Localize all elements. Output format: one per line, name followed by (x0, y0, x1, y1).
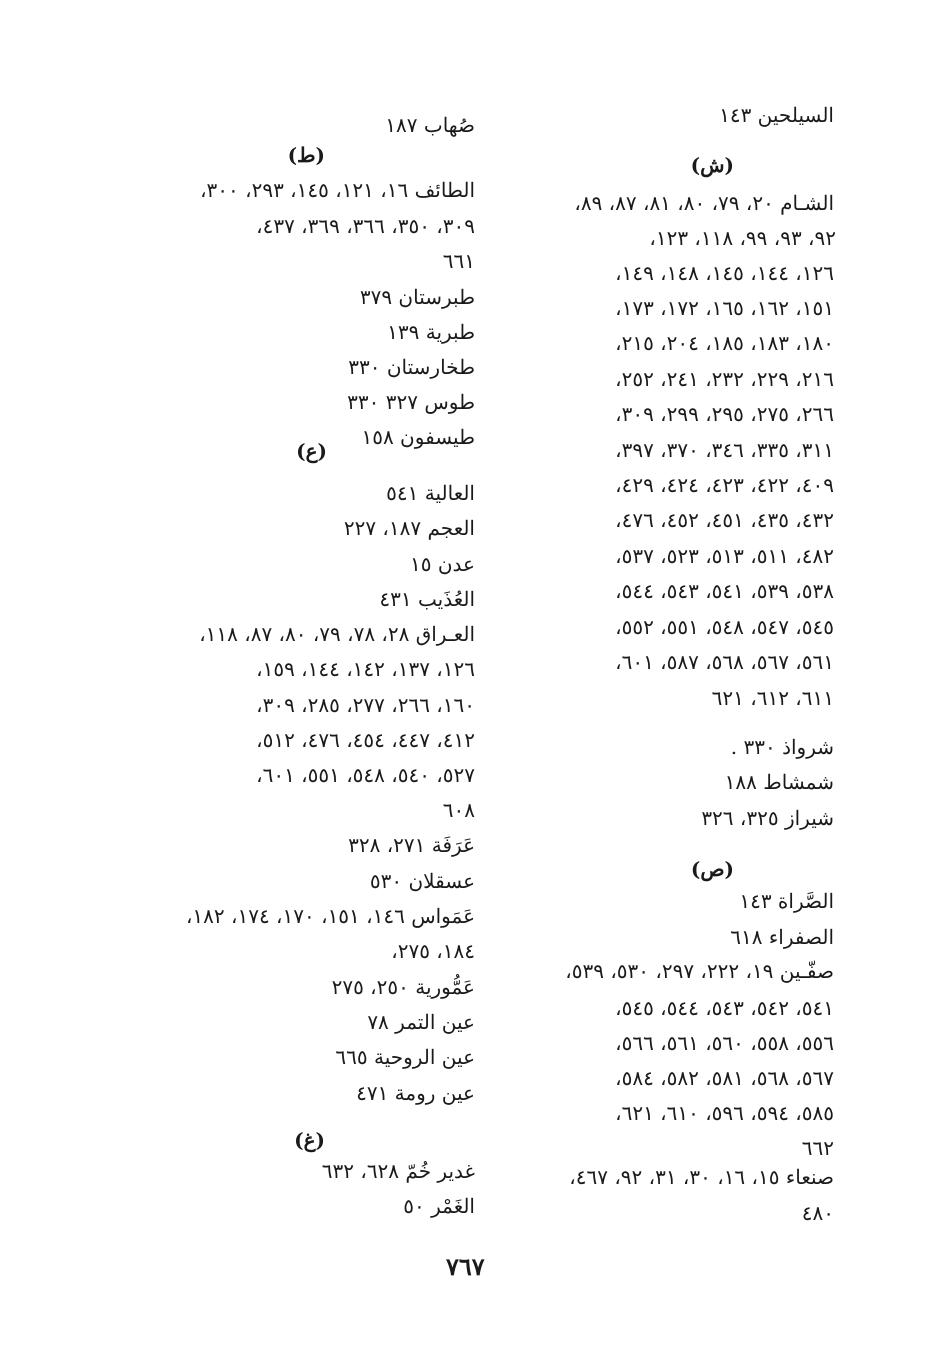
entry-tus: طوس ٣٢٧ ٣٣٠ (347, 390, 475, 414)
entry-asqalan: عسقلان ٥٣٠ (369, 869, 475, 893)
entry-aliya: العالية ٥٤١ (386, 481, 475, 505)
entry-silihin: السيلحين ١٤٣ (719, 103, 834, 127)
entry-ghamr: الغَمْر ٥٠ (403, 1194, 475, 1218)
entry-ayn-ruma: عين رومة ٤٧١ (356, 1081, 475, 1105)
entry-continuation: ١٢٦، ١٣٧، ١٤٢، ١٤٤، ١٥٩، (256, 657, 475, 681)
entry-tabaristan: طبرستان ٣٧٩ (359, 285, 475, 309)
section-heading-shin: (ش) (690, 153, 734, 177)
entry-continuation: ٥٣٨، ٥٣٩، ٥٤١، ٥٤٣، ٥٤٤، (615, 579, 834, 603)
entry-continuation: ٣١١، ٣٣٥، ٣٤٦، ٣٧٠، ٣٩٧، (615, 438, 834, 462)
entry-continuation: ٩٢، ٩٣، ٩٩، ١١٨، ١٢٣، (649, 226, 836, 250)
section-heading-ain: (ع) (296, 439, 327, 463)
entry-continuation: ٦٠٨ (442, 798, 475, 822)
entry-continuation: ٥٥٦، ٥٥٨، ٥٦٠، ٥٦١، ٥٦٦، (615, 1031, 834, 1055)
entry-continuation: ١٨٤، ٢٧٥، (391, 939, 475, 963)
entry-continuation: ٤٨٠ (801, 1201, 834, 1225)
entry-continuation: ٥٤١، ٥٤٢، ٥٤٣، ٥٤٤، ٥٤٥، (615, 996, 834, 1020)
entry-continuation: ٥٢٧، ٥٤٠، ٥٤٨، ٥٥١، ٦٠١، (256, 763, 475, 787)
entry-continuation: ٦١١، ٦١٢، ٦٢١ (711, 686, 834, 710)
entry-continuation: ١٥١، ١٦٢، ١٦٥، ١٧٢، ١٧٣، (615, 296, 834, 320)
entry-continuation: ٦٦١ (442, 249, 475, 273)
entry-continuation: ١٨٠، ١٨٣، ١٨٥، ٢٠٤، ٢١٥، (615, 331, 834, 355)
entry-iraq: العـراق ٢٨، ٧٨، ٧٩، ٨٠، ٨٧، ١١٨، (199, 622, 475, 646)
entry-shirwadh: شرواذ ٣٣٠ . (730, 735, 834, 759)
entry-sarat: الصَّراة ١٤٣ (739, 889, 834, 913)
entry-continuation: ٤٨٢، ٥١١، ٥١٣، ٥٢٣، ٥٣٧، (615, 544, 834, 568)
entry-continuation: ١٦٠، ٢٦٦، ٢٧٧، ٢٨٥، ٣٠٩، (256, 693, 475, 717)
entry-ayn-rawhiyya: عين الروحية ٦٦٥ (335, 1045, 475, 1069)
entry-continuation: ٤١٢، ٤٤٧، ٤٥٤، ٤٧٦، ٥١٢، (256, 728, 475, 752)
entry-continuation: ١٢٦، ١٤٤، ١٤٥، ١٤٨، ١٤٩، (615, 261, 834, 285)
entry-tisfun: طيسفون ١٥٨ (361, 425, 475, 449)
section-heading-ta: (ط) (287, 143, 325, 167)
entry-ghadir-khumm: غدير خُمّ ٦٢٨، ٦٣٢ (321, 1159, 475, 1183)
page-number: ٧٦٧ (446, 1252, 485, 1281)
entry-ayn-tamr: عين التمر ٧٨ (367, 1010, 475, 1034)
entry-safra: الصفراء ٦١٨ (730, 925, 834, 949)
entry-continuation: ٣٠٩، ٣٥٠، ٣٦٦، ٣٦٩، ٤٣٧، (256, 214, 475, 238)
entry-udhayb: العُذَيب ٤٣١ (379, 587, 475, 611)
entry-continuation: ٥٤٥، ٥٤٧، ٥٤٨، ٥٥١، ٥٥٢، (615, 615, 834, 639)
section-heading-sad: (ص) (690, 857, 734, 881)
entry-continuation: ٥٨٥، ٥٩٤، ٥٩٦، ٦١٠، ٦٢١، (615, 1101, 834, 1125)
entry-ajam: العجم ١٨٧، ٢٢٧ (343, 516, 475, 540)
entry-shimshat: شمشاط ١٨٨ (724, 770, 834, 794)
entry-continuation: ٥٦٧، ٥٦٨، ٥٨١، ٥٨٢، ٥٨٤، (615, 1066, 834, 1090)
entry-taif: الطائف ١٦، ١٢١، ١٤٥، ٢٩٣، ٣٠٠، (200, 178, 475, 202)
entry-sham: الشـام ٢٠، ٧٩، ٨٠، ٨١، ٨٧، ٨٩، (574, 191, 834, 215)
entry-continuation: ٢٦٦، ٢٧٥، ٢٩٥، ٢٩٩، ٣٠٩، (615, 402, 834, 426)
entry-continuation: ٤٠٩، ٤٢٢، ٤٢٣، ٤٢٤، ٤٢٩، (615, 473, 834, 497)
section-heading-ghain: (غ) (294, 1128, 325, 1152)
entry-siffin: صفّـين ١٩، ٢٢٢، ٢٩٧، ٥٣٠، ٥٣٩، (565, 959, 834, 983)
entry-continuation: ٤٣٢، ٤٣٥، ٤٥١، ٤٥٢، ٤٧٦، (615, 508, 834, 532)
entry-sanaa: صنعاء ١٥، ١٦، ٣٠، ٣١، ٩٢، ٤٦٧، (569, 1165, 834, 1189)
entry-suhab: صُهاب ١٨٧ (385, 113, 475, 137)
entry-continuation: ٦٦٢ (801, 1136, 834, 1160)
entry-tukharistan: طخارستان ٣٣٠ (348, 355, 475, 379)
entry-amawas: عَمَواس ١٤٦، ١٥١، ١٧٠، ١٧٤، ١٨٢، (185, 904, 475, 928)
entry-arafa: عَرَفَة ٢٧١، ٣٢٨ (348, 833, 475, 857)
entry-ammuriya: عَمُّورية ٢٥٠، ٢٧٥ (331, 975, 475, 999)
entry-continuation: ٥٦١، ٥٦٧، ٥٦٨، ٥٨٧، ٦٠١، (615, 650, 834, 674)
entry-aden: عدن ١٥ (410, 552, 475, 576)
entry-tabariyya: طبرية ١٣٩ (387, 320, 475, 344)
entry-shiraz: شيراز ٣٢٥، ٣٢٦ (701, 806, 834, 830)
entry-continuation: ٢١٦، ٢٢٩، ٢٣٢، ٢٤١، ٢٥٢، (615, 367, 834, 391)
